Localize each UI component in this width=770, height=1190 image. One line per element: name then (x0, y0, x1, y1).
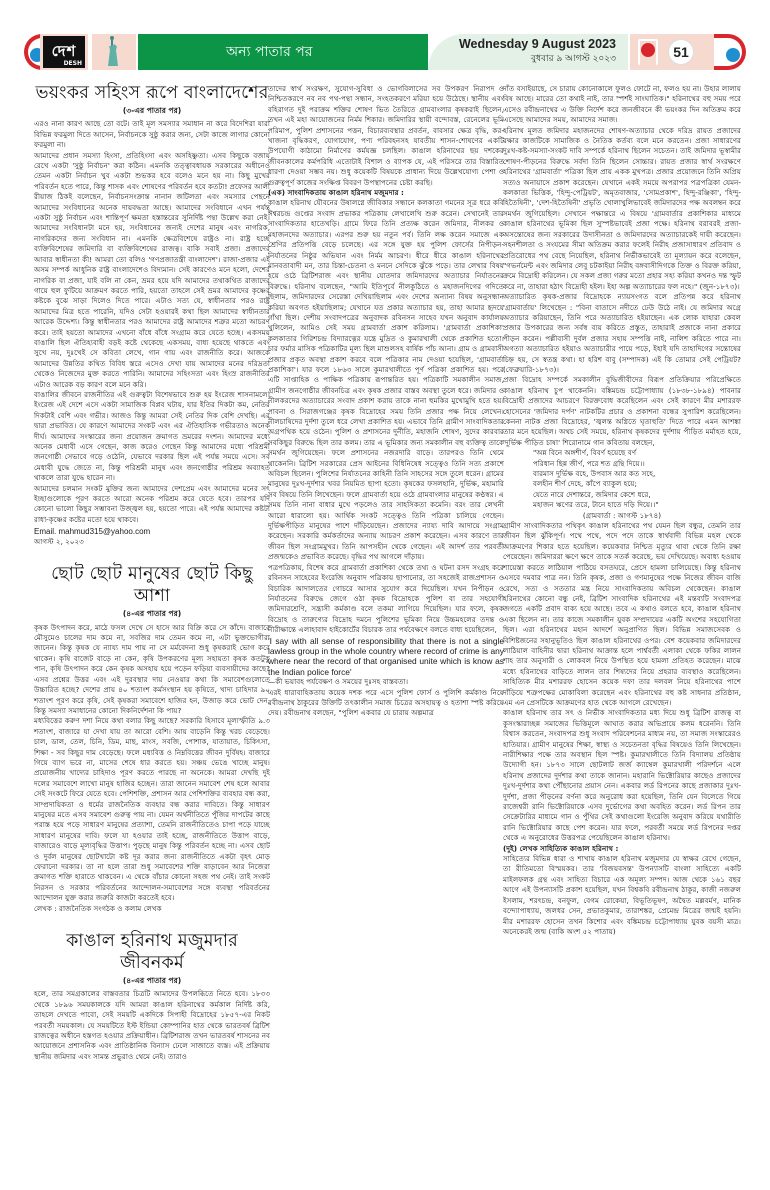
paragraph (503, 854, 741, 937)
date-bengali: বুধবার ৯ আগস্ট ২০২৩ (530, 54, 616, 64)
poem-line: "অন্ন বিনে অঙ্গশীর্ণ, বিবর্ণ হয়েছে বর্ণ (533, 448, 637, 458)
paragraph: দাঁত বসাইয়াছে, সে চারায় কোনোকালে ফুলও ফোটে না, ফলও হয় না। উহার লালায় বিষ আছে। মারের তো কথাই নাই, তার স্পর্শই সাংঘাতিক।" হরিনাথের বহু সময় পরে এসেও রবীন্দ্রনাথের এ উক্তি নির্দেশ করে জনজীবনে কী ভয়ংকর দিন অতিক্রম করে এসেছে আমাদের সময়, আমাদের সমাজ। (503, 84, 741, 125)
poem (503, 448, 741, 510)
paragraph: তাদের স্বার্থ সংরক্ষণ, সুযোগ-সুবিধা ও ভোগবিলাসের সব উপকরণ নিরাপদ ও নিশ্চিতকরণে নব নব পথ-পন্থা সন্ধান, সংহতকরণে মরিয়া হয়ে উঠেছে। স্থানীয় এবং বহিরাগত দুই পরাক্রম শক্তির শোষণ ভিত তৈরিতে গ্রামবাংলার কৃষকরাই ছিলেন, তখন এই মহা আয়োজনের নির্মম শিকার। জমিদারির স্থায়ী বন্দোবস্ত, রেনেলের ভূমি পরিমাপ, পুলিশ প্রশাসনের পত্তন, বিচারব্যবস্থার প্রবর্তন, বাবসার ক্ষেত্র বৃদ্ধি, কর-খাজনা বৃদ্ধিকরণ, যোগাযোগ, পণ্য পরিবহনসহ যাবতীয় শাসন-শোষণের একটি উপযোগী কাঠামো নির্মাণের কর্মযজ্ঞ চলছিল। কাঙাল হরিনাথের ছয় দশকের জীবনকালের কর্মপরিধি এতোটাই বিশাল ও ব্যাপক যে, এই পরিসরে তার বিস্তারিত ধারণা দেওয়া সম্ভব নয়। শুধু কয়েকটি বিষয়কে প্রাধান্য দিয়ে উল্লেখযোগ্য পেশা ও গুরুত্বপূর্ণ কাজের সংক্ষিপ্ত বিবরণ উপস্থাপনের চেষ্টা করছি। (268, 84, 504, 187)
flag-icon (638, 39, 658, 65)
poem-line: বলহীন শীর্ণ দেহে, কাঁপে ব্যাকুল হয়ে; (533, 479, 637, 489)
article-headline: ভয়ংকর সহিংস রূপে বাংলাদেশের (35, 83, 269, 103)
circle-decoration-icon (714, 34, 746, 70)
paragraph: প্রজা বিদ্রোহ সম্পর্কে সমকালীন বুদ্ধিজীবীদের বিরূপ প্রতিক্রিয়ার পরিপ্রেক্ষিতে কাঙাল হরিনাথ চুপ থাকেননি। বঙ্কিমচন্দ্র চট্টোপাধ্যায় (১৮৩৮-১৮৯৪) পাবনার বিদ্রোহী প্রজাদের আচরণে বিরক্তবোধ করেছিলেন এবং সেই কারণে মীর মশাররফ হোসেনের 'জমিদার দর্পণ' নাটকটির প্রচার ও প্রকাশনা বন্ধের সুপারিশ করেছিলেন। কেননা নাটক প্রজা বিদ্রোহের, 'জ্বলন্ত অগ্নিতে ঘৃতাহুতি' দিতে পারে এমন আশঙ্কা তার মনে হয়েছিল। অথচ সেই সময়ে, হরিনাথ কৃষকদের দুর্দশায় পীড়িত মর্মাহত হয়ে, 'দুর্ভিক্ষ পীড়িত চাষা' শিরোনামে গান কবিতায় বলছেন, (503, 375, 741, 447)
article-headline: কাঙাল হরিনাথ মজুমদার জীবনকর্ম (66, 931, 238, 974)
paragraph: গ্রামীণ সাংবাদিকতার পথিকৃৎ কাঙাল হরিনাথের পথ যেমন ছিল বন্ধুর, তেমনি তার জীবন ছিল ঝুঁকিপূর্ণ। পথে পথে, পদে পদে তাকে স্বার্থবাদী বিভিন্ন মহল থেকে আক্রমণের শিকার হতে হয়েছিল। কয়েকবার নিশ্চিত মৃত্যুর থাবা থেকে তিনি রক্ষা পেয়েছেন। জমিদাররা ক্ষণে ক্ষণে তাকে সতর্ক করেছে, ভয় দেখিয়েছে। অবাধ্য হওয়ায় শায়েস্তা করতে লাঠিয়াল পাঠিয়ে বসতঘরে, প্রেসে হামলা চালিয়েছে। কিন্তু হরিনাথ এসবে দমবার পাত্র নন। তিনি কৃষক, প্রজা ও গণমানুষের পক্ষে নিজের জীবন বাজি রেখে, সত্য ও সততার মন্ত্র নিয়ে সাংবাদিকতায় অবিচল থেকেছেন। কাঙাল হরিনাথের কোনো বন্ধু নেই, ব্রিটিশ সাংবাদিক হরিনাথের এই মন্তব্যটি সংবাদপত্র জগতে একটি প্রবাদ বাক্য হয়ে আছে। তবে এ কথাও বলতে হবে, কাঙাল হরিনাথ একা ছিলেন না। তার কাজে সমকালীন যুবক সম্প্রদায়ের একটি অংশের সহযোগিতা ছিল। এরা হরিনাথের মহান আদর্শে অনুপ্রাণিত ছিল। বিভিন্ন সমাজসেবক ও বিশিষ্টজনের সহানুভূতিও ছিল কাঙাল হরিনাথের ওপর। বেশ কয়েকবার জমিদারদের লাঠিয়াল বাহিনীর দ্বারা হরিনাথ আক্রান্ত হলে পার্শ্ববর্তী এলাকা থেকে ফকির লালন শাহ তার অনুসারী ও লোকবল নিয়ে উপস্থিত হয়ে হামলা প্রতিহত করেছেন। মাঝে মধ্যে হরিনাথের বাড়িতে লালন তার শিষ্যদের নিয়ে প্রহরার ব্যবস্থাও করেছিলেন। সাহিত্যিক মীর মশাররফ হোসেন কয়েক দফা তার দলবল নিয়ে হরিনাথের পাশে দাঁড়িয়ে শত্রুপক্ষের মোকাবিলা করেছেন এবং হরিনাথের বহু কষ্ট সাধনার প্রতিষ্ঠান, এম এন প্রেসটিকে আক্রমণের হাত থেকে আগলে রেখেছেন। (503, 521, 741, 707)
paragraph: পত্রপত্রিকায়, বিশেষ করে গ্রামবার্তা প্রকাশিকা থেকে তথ্য ও ঘটনা রসদ সংগ্রহ করে রবিনসন সাহেবের ইংরেজি অনুবাদ পত্রিকায় ছাপানোর, তা সহজেই রাজপ্রশাসন ও বিচারিক আদালতের গোচরে আসার সুযোগ করে দিয়েছিল। যখন নিপীড়ন ও নির্যাতনের বিরুদ্ধে জেগে ওঠা কৃষক বিদ্রোহকে পুলিশ বা তার সহযোগী জমিদারশ্রেণি, সন্ত্রাসী কর্মকাণ্ড বলে তকমা লাগিয়ে দিয়েছিল। যার ফলে, কৃষক বিদ্রোহ ও তারুণ্যের বিদ্রোহ দমনে পুলিশের ভূমিকা নিয়ে উচ্চমহলের তদন্ত ও নীরীক্ষান্তে এলাহাবাদ হাইকোর্টের বিচারক তার পর্যবেক্ষণে বলতে বাধ্য হয়েছিলেন, (268, 562, 504, 635)
statue-of-liberty-icon (92, 34, 136, 70)
paragraph: এরও নানা কারণ আছে তো বটে। তাই মূল সমস্যার সমাধান না করে বিদেশিরা যারা বিভিন্ন ফরমুলা দিতে আসেন, নির্বাচনকে সুষ্ঠু করার জন্য, সেটা কাজে লাগার কোনো ফরমুলা না। (34, 119, 270, 150)
paragraph: এরই ধারাবাহিকতায় কয়েক দশক পরে এসে পুলিশ ফোর্স ও পুলিশি কর্মকাণ্ড নিয়ে রবীন্দ্রনাথ ঠাকুরের উক্তিটি তৎকালীন সমাজ চিত্রের অসহায়ত্ব ও হতাশা স্পষ্ট করিয়ে দেয়। রবীন্দ্রনাথ বলছেন, "পুলিশ একবার যে চারায় অল্পমাত্র (268, 687, 504, 718)
paragraph: হলে, তার সমগ্রকালের বাস্তবতার চিত্রটি আমাদের উপলব্ধিতে নিতে হবে। ১৮৩৩ থেকে ১৮৯৬ সময়কালকে যদি আমরা কাঙাল হরিনাথের কর্মকাল নির্দিষ্ট করি, তাহলে দেখতে পাবো, সেই সময়টি একদিকে সিপাহী বিদ্রোহের ১৮৫৭-এর নিকট পরবর্তী সময়কাল। যে সময়টিতে ইস্ট ইন্ডিয়া কোম্পানির হাত থেকে ভারতবর্ষ ব্রিটিশ রাজত্বের অধীনে হস্তগত হওয়ার প্রক্রিয়াধীন। ব্রিটিশরাজ তখন ভারতবর্ষ শাসনের নব আয়োজনে প্রশাসনিক এবং প্রাতিষ্ঠানিক বিন্যাস ঢেলে সাজাতে ব্যস্ত। এই প্রক্রিয়ায় স্থানীয় জমিদার এবং সামন্ত প্রভুরাও থেমে নেই। তারাও (34, 989, 270, 1061)
poem-source: (গ্রামবার্তা : আগস্ট ১৮৭৪) (582, 510, 662, 520)
paragraph: কাঙাল হরিনাথ তার সৎ ও নির্ভীক সাংবাদিকতার মধ্য দিয়ে শুধু ব্রিটিশ রাজত্ব বা কুসংস্কারাচ্ছন্ন সমাজের ভিত্তিমূলে আঘাত করার অভিপ্রায়ে কলম ধরেননি। তিনি বিশ্বাস করতেন, সংবাদপত্র শুধু সংবাদ পরিবেশনের মাধ্যম নয়, তা সমাজ সংস্কারেরও হাতিয়ার। গ্রামীণ মানুষের শিক্ষা, স্বাস্থ্য ও সচেতনতা বৃদ্ধির বিষয়েও তিনি লিখেছেন। নারীশিক্ষার পক্ষে তার অবস্থান ছিল স্পষ্ট। কুমারখালীতে তিনি বিদ্যালয় প্রতিষ্ঠায় উদ্যোগী হন। ১৮৭৩ সালে ছোটলাট জর্জ ক্যাম্বেল কুমারখালী পরিদর্শনে এলে হরিনাথ প্রজাদের দুর্দশার কথা তাকে জানান। মহারানি ভিক্টোরিয়ার কাছেও প্রজাদের দুঃখ-দুর্দশার কথা পৌঁছানোর প্রয়াস নেন। একবার লর্ড রিপনের কাছে প্রজাকার দুঃখ-দুর্দশা, প্রজা পীড়নের বর্ণনা করে অনুরোধ করা হয়েছিল, তিনি যেন বিলেতে গিয়ে রাজেশ্বরী রানি ভিক্টোরিয়াকে এসব দুর্ভোগের কথা অবহিত করেন। লর্ড রিপন তার সেক্রেটারির মাধ্যমে গান ও পুঁথির সেই কথাগুলো ইংরেজি অনুবাদ করিয়ে যথারীতি রানি ভিক্টোরিয়ার কাছে পেশ করেন। যার ফলে, পরবর্তী সময়ে লর্ড রিপনের দপ্তর থেকে এ অনুরোধের উত্তরপত্র পেয়েছিলেন কাঙাল হরিনাথ। (503, 708, 741, 843)
column-1 (34, 80, 270, 1062)
masthead (24, 34, 746, 70)
english-quote: 'I say with all sense of responsibility that there is not a single lawless group in the whole country where record of crime is any where near the record of that organised unite which is know as the Indian police force' (268, 635, 504, 677)
column-2 (268, 84, 504, 1184)
poem-line: মহাজন ঋণের তরে, টানে হাতে দড়ি দিয়ে।।" (533, 500, 659, 510)
paragraph: —কী ভয়াবহ পর্যবেক্ষণ ও সময়ের দুঃসহ বাস্তবতা। (268, 677, 409, 687)
poem-line: পরিধান ছিন্ন জীর্ণ, পরে শত গ্রন্থি দিয়ে।। (533, 458, 645, 468)
paragraph: কৃষক উৎপাদন করে, মাঠে ফসল দেখে সে হাসে আর বিক্রি করে সে কাঁদে। বাজারে মৌসুমেও চালের দাম কমে না, সবজির দাম তেমন কমে না, এটা ভুক্তভোগীরা জানেন। কিন্তু কৃষক যে ন্যায্য দাম পায় না সে মর্মবেদনা শুধু কৃষকরাই ভোগ করে থাকেন। কৃষি বাজেট বাড়ে না কেন, কৃষি উপকরণের মূল্য সহায়তা কৃষক কতটুকু পান, কৃষি উৎপাদন করে কেন কৃষক অসহায় হয়ে পড়েন ফড়িয়া ব্যবসায়ীদের কাছে? এসব প্রশ্নের উত্তর এবং এই দুরবস্থার দায় নেওয়ার কথা কি সমাবেশগুলোতে উচ্চারিত হচ্ছে? দেশের প্রায় ৪০ শতাংশ কর্মসংস্থান হয় কৃষিতে, খাদ্য চাহিদার ৯০ শতাংশ পূরণ করে কৃষি, সেই কৃষকরা সমাবেশে হাজির হন, উজাড় করে ভোট দেন, কিন্তু সমস্যা সমাধানের কোনো দিকনির্দেশনা কি পায়? (34, 622, 270, 715)
paragraph: অত্যাচারিত কৃষক-প্রজার বিদ্রোহকে ন্যায়সংগত বলে প্রতিপন্ন করে হরিনাথ 'গ্রামবার্তায়' লিখেছেন : "বিনা বাতাসে নদীতে ঢেউ উঠে নাই। যে জমিদার অগ্রে অত্যাচার করিয়াছেন, তিনি পরে অত্যাচারিত হইয়াছেন। এক লোক যাহারা কেবল প্রজার উপকারের জন্য সর্বস্ব ব্যয় করিতে প্রস্তুত, তাহারাই প্রজাকে নানা প্রকারে পীড়ন করেন। পল্লীবাসী দুর্বল প্রজার সহায় সম্পত্তি নাই, নালিশ করিতে পারে না। অগত্যা অত্যাচারিত হইয়াও অত্যাচারীর পায়ে পড়ে, ইহাই যদি তাহাদিগের সন্তোষের চিহ্ন হয়, সে স্বতন্ত্র কথা। হা হরিশ বাবু (সম্পাদক) এই কি তোমার সেই পেট্রিয়ট? (ফেব্রুয়ারি-১৮৭৩)। (503, 292, 741, 374)
paragraph: বাঙালির জীবনে রাজনীতির এই গুরুত্বটা বিশেষভাবে শুরু হয় ইংরেজ শাসনামলে। ইংরেজ এই দেশে এসে একটা সামাজিক বিপ্লব ঘটায়, যার ইতির দিকটা কম, নেতির দিকটাই বেশি এবং গভীর। আজও কিন্তু আমরা সেই নেতির দিক বেশি দেখছি। এর দ্বারা প্রভাবিত। যে কারণে আমাদের সংকট এবং এর ঐতিহাসিক গভীরতাও অনেক দীর্ঘ। আমাদের সংস্কারের জন্য প্রয়োজন ক্রমাগত ভ্রমরের দংশন। আমাদের মধ্যে অনেক মেধাবী এসে গেছেন, কাজ করেও গেছেন কিন্তু আমাদের মধ্যে পরিশ্রমী জনগোষ্ঠী সেভাবে গড়ে ওঠেনি, যেভাবে দরকার ছিল এই পর্যন্ত সময়ে এসে। সব মেধাবী যুদ্ধে জেতে না, কিন্তু পরিশ্রমী মানুষ এবং জনগোষ্ঠীর পরিশ্রম অব্যাহত থাকলে তারা যুদ্ধে হারেন না। (34, 389, 270, 483)
page-number: 51 (668, 39, 694, 65)
poem-line: বারমাস দুর্ভিক্ষ বহে, উপবাস আর কত সহে, (533, 469, 656, 479)
paragraph: হরিনাথ মূলত জমিদার মহাজনদের শোষণ-অত্যাচার থেকে দরিদ্র রায়ত প্রজাদের রক্ষার কাজটিকে সামাজিক ও নৈতিক কর্তব্য বলে মনে করতেন। প্রজা সাধারণের দুঃখ-কষ্ট-সমস্যা-সংকট দাবি সম্পর্কে হরিনাথ ছিলেন সচেতন। তাই জমিদার ভূস্বামীর শোষণ-পীড়নের বিরুদ্ধে সর্বদা তিনি ছিলেন সোচ্চার। রায়ত প্রজার স্বার্থ সংরক্ষণে হরিনাথের 'গ্রামবার্তা' পত্রিকা ছিল প্রায় একক মুখপত্র। প্রজার প্রয়োজনে তিনি অপ্রিয় সত্যও অনায়াসে প্রকাশ করেছেন। যেখানে একই সময়ে অপরাপর পত্রপত্রিকা যেমন-কলকাতা ভিত্তিক, 'হিন্দু-পেট্রিয়ট', অমৃতবাজার, 'সোমপ্রকাশ', হিন্দু-রঞ্জিকা', 'হিন্দু-হিতৈষিনী', 'দেশ-হিতৈষিনী' প্রভৃতি খোলাখুলিভাবেই জমিদারদের পক্ষ অবলম্বন করে সমর্থন জুগিয়েছিল। সেখানে পক্ষান্তরে এ বিষয়ে 'গ্রামবার্তার প্রকাশিকার মাধ্যমে কাঙাল হরিনাথের ভূমিকা ছিল সুস্পষ্টভাবেই প্রজা পক্ষে। হরিনাথ বরাবরই প্রজা-অসন্তোষের জন্য সরকারের উদাসীনতা ও জমিদারদের অত্যাচারকেই দায়ী করেছেন। সহনশীলতা ও সংযমের সীমা অতিক্রম করার ফলেই নিরীহ প্রজাসাধারণ প্রতিবাদ ও প্রতিরোধের পথ বেছে নিয়েছিল, হরিনাথ নির্ভীকভাবেই তা মূল্যায়ন করে বলেছেন, "গভর্নমেন্ট এবং জমিদার লেবু চটকাইয়া নিরীহ বঙ্গবাসীদিগকে তিক্ত ও বিরক্ত করিয়া, ক্রমে বিদ্রোহী করিলেন। যে সকল প্রজা গরুর মতো প্রহার সহ্য করিয়া কখনও দন্ত স্ফুট করে না, তাহারা হঠাৎ বিদ্রোহী হইল। ইহা অল্প অত্যাচারের ফল নহে।" (জুন-১৮৭৩)। (503, 125, 741, 291)
continues-note: (বাকি অংশ ৫২ পাতায়) (548, 926, 616, 936)
paragraph: মধ্যবিত্তের করুণ দশা নিয়ে কথা বলার কিছু আছে? সরকারি হিসাবে মূল্যস্ফীতি ৯.৩ শতাংশ, বাজারে যা দেখা যায় তা আরো বেশি। আয় বাড়েনি কিন্তু খরচ বেড়েছে। চাল, ডাল, তেল, চিনি, ডিম, মাছ, মাংস, সবজি, পোশাক, যাতায়াত, চিকিৎসা, শিক্ষা - সব কিছুর দাম বেড়েছে। ফলে মধ্যবিত্ত ও নিম্নবিত্তের জীবন দুর্বিষহ। বাজারে গিয়ে ব্যাগ ভরে না, মাসের শেষে ধার করতে হয়। সঞ্চয় ভেঙে খাচ্ছে মানুষ। প্রয়োজনীয় খাদ্যের চাহিদাও পূরণ করতে পারছে না অনেকে। আমরা দেখছি দুই দলের সমাবেশে লাখো মানুষ হাজির হচ্ছেন। তারা জানেন সমাবেশ শেষ হলে আবার সেই সংকটে ফিরে যেতে হবে। পেশিশক্তি, প্রশাসন আর পেশিশক্তির ব্যবহার বন্ধ করা, সাম্প্রদায়িকতা ও ধর্মের রাজনৈতিক ব্যবহার বন্ধ করার দাবিতে। কিন্তু সাধারণ মানুষের মতে এসব সমাবেশ গুরুত্ব পায় না। যেমন অর্থনীতিতে পুঁজির দাপটের কাছে পরাস্ত হয়ে পড়ে সাধারণ মানুষের প্রত্যাশা, তেমনি রাজনীতিতেও চাপা পড়ে যাচ্ছে সাধারণ মানুষের দাবি। ফলে যা হওয়ার তাই হচ্ছে, রাজনীতিতে উত্তাপ বাড়ে, বাজারেও বাড়ে মূল্যবৃদ্ধির উত্তাপ। পুড়ছে মানুষ কিন্তু পরিবর্তন হচ্ছে না। এসব ছোট ও দুর্বল মানুষের ছোটখাটো কষ্ট দূর করার জন্য রাজনীতিতে একটা বৃহৎ মোড় ফেরানো দরকার। তা না হলে তারা শুধু সমাবেশের শক্তি বাড়াবেন আর নিজেরা ক্রমাগত শক্তি হারাতে থাকবেন। এ থেকে বাঁচার কোনো সহজ পথ নেই। তাই সংকট নিরসন ও সরকার পরিবর্তনের আন্দোলন-সমাবেশের সঙ্গে ব্যবস্থা পরিবর্তনের আন্দোলন যুক্ত করার জরুরি কাজটা করতেই হবে। (34, 716, 270, 903)
section-label: অন্য পাতার পর (226, 44, 313, 60)
article-headline: ছোট ছোট মানুষের ছোট কিছু আশা (51, 564, 253, 607)
paragraph: আমাদের প্রধান সমস্যা হিংসা, প্রতিহিংসা এবং অসহিষ্ণুতা। এসব কিছুকে বজায় রেখে একটা 'সুষ্ঠু নির্বাচন' করা কঠিন। এমনকি তত্ত্বাবধায়ক সরকারের অধীনেও তেমন একটা নির্বাচন খুব একটা শুভকর হবে বলেও মনে হয় না। কিছু মুখের পরিবর্তন হতে পারে, কিন্তু শাসক এবং শোষণের পরিবর্তন হবে কতটা! প্রফেসর আলী রীয়াজ ঠিকই বলেছেন, নির্বাচনসংক্রান্ত নানান জটিলতা এবং সমস্যার পেছনে আমাদের সংবিধানের অনেক দায়বদ্ধতা আছে। আমাদের সংবিধানে এখন পর্যন্ত একটা সুষ্ঠু নির্বাচন এবং শান্তিপূর্ণ ক্ষমতা হস্তান্তরের সুনির্দিষ্ট পন্থা উল্লেখ করা নেই। আমাদের সংবিধানটা মনে হয়, সংবিধানের জন্যই দেশের মানুষ এবং নাগরিক, নাগরিকদের জন্য সংবিধান না। এমনকি ক্ষেত্রবিশেষে রাষ্ট্রও না। রাষ্ট্র হচ্ছে ব্যক্তিবিশেষের জমিদারি বা ব্যক্তিবিশেষের রাজত্ব। বাকি সবাই প্রজা। প্রজাদের আবার স্বাধীনতা কী! আমরা তো বলিও 'গণপ্রজাতন্ত্রী বাংলাদেশ'। রাজা-প্রজার এই অসম সম্পর্ক আধুনিক রাষ্ট্র বাংলাদেশেও বিদ্যমান। সেই কারণেও মনে হলো, দেশের নাগরিক বা প্রজা, যাই বলি না কেন, ভ্রমর হয়ে যদি আমাদের তথাকথিত রাজাদের গায়ে হুল ফুটিয়ে আক্রমণ করতে পারি, হয়তো তাহলে সেই ভ্রমর আমাদের কৃষ্ণের কষ্টকে বুঝে সাড়া দিলেও দিতে পারে। এটাও সত্য যে, স্বাধীনতার পরও রাষ্ট্র আমাদের মিত্র হতে পারেনি, যদিও সেটা হওয়ারই কথা ছিল আমাদের স্বাধীনতার আরেক উদ্দেশ্য। কিন্তু স্বাধীনতার পরও আমাদের রাষ্ট্র আমাদের শত্রুর মতো আচরণ করে। তাই হয়তো আমাদের এখনো বাঁধে বাঁধে সংগ্রাম করে যেতে হচ্ছে। একসময় বাঙালি ছিল ঐতিহ্যবাহী বড়ই কষ্টে থেকেছে একসময়, বাধ্য হয়েছে থাকতে এবং সুখে নয়, দুঃখেই সে কবিতা লেখে, গান গায় এবং রাজনীতি করে। আজকে আমাদের উন্নতির কথিত বিবিধ স্তরে এসেও দেখা যায় আমাদের মনের দরিদ্রতা থেকেও নিজেদের মুক্ত করতে পারিনি। আমাদের সহিংসতা এবং হিংস্র রাজনীতির এটাও আরেক বড় কারণ বলে মনে করি। (34, 150, 270, 389)
logo-subtext: DESH (63, 60, 82, 67)
date-english: Wednesday 9 August 2023 (458, 37, 616, 51)
column-3 (503, 84, 741, 1184)
date-block (428, 34, 628, 70)
paragraph: আমাদের চলমান সংকট মুক্তির জন্য আমাদের দেশপ্রেম এবং আমাদের মনের সৎ ইচ্ছাগুলোকে পূরণ করতে আরো অনেক পরিশ্রম করে যেতে হবে। তারপর যদি কোনো ভালো কিছুর সম্ভাবনা উজ্জ্বল হয়, হয়তো পারে। এই পর্যন্ত আমাদের কষ্টটা রাধা-কৃষ্ণের কষ্টের মতো হয়ে থাকবে। (34, 483, 270, 524)
author-email: Email. mahmud315@yahoo.com (34, 527, 151, 537)
subheading: (দুই) লেখক সাহিত্যিক কাঙাল হরিনাথ : (503, 843, 619, 853)
poem-line: যেতে নারে দেশান্তরে, জমিদার কেশে ধরে, (533, 489, 651, 499)
subheading: (এক) সাংবাদিকতায় কাঙাল হরিনাথ মজুমদার : (268, 188, 404, 198)
section-banner (138, 34, 428, 70)
desh-logo (40, 34, 88, 70)
continued-note: (৪-এর পাতার পর) (122, 976, 182, 986)
continued-note: (৪-এর পাতার পর) (122, 609, 182, 619)
byline: লেখক : রাজনৈতিক সংগঠক ও কলাম লেখক (34, 903, 162, 913)
continued-note: (৩-এর পাতার পর) (122, 106, 182, 115)
logo-text: দেশ (51, 42, 77, 60)
dateline: আগস্ট ২, ২০২৩ (34, 537, 84, 547)
paragraph-text: সাহিত্যের বিভিন্ন ধারা ও শাখায় কাঙাল হরিনাথ মজুমদার যে স্বাক্ষর রেখে গেছেন, তা রীতিমতো বিস্ময়কর। তার 'বিজয়বসন্ত' উপন্যাসটি বাংলা সাহিত্যে একটি মাইলফলক গ্রন্থ এবং সাহিত্য বিচারে এক অমূল্য সম্পদ। আজ থেকে ১৬১ বছর আগে এই উপন্যাসটি প্রকাশ হয়েছিল, যখন বিশ্বকবি রবীন্দ্রনাথ ঠাকুর, কাজী নজরুল ইসলাম, শরৎচন্দ্র, বনফুল, বেগম রোকেয়া, বিভূতিভূষণ, অদ্বৈত মল্লবর্মণ, মানিক বন্দ্যোপাধ্যায়, জলধর সেন, প্রভাতকুমার, তারাশঙ্কর, প্রেমেন্দ্র মিত্রের জন্মই হয়নি। মীর মশাররফ হোসেন তখন কিশোর এবং বঙ্কিমচন্দ্র চট্টোপাধ্যায় যুবক বয়সী মাত্র। অনেকেরই জন্ম (503, 854, 741, 936)
paragraph: কাঙাল হরিনাথ যৌবনের উষালগ্নে জীবিকার সন্ধানে কলকাতা গমনের সূত্র ধরে কবি ঈশ্বরচন্দ্র গুপ্তের সংবাদ প্রভাকর পত্রিকায় লেখালেখি শুরু করেন। সেখানেই তার সাংবাদিকতার হাতেখড়ি। গ্রামে ফিরে তিনি প্রত্যক্ষ করেন জমিদার, নীলকর ও মহাজনদের অত্যাচার। এরপর শুরু হয় নতুন পর্ব। তিনি লক্ষ করেন সমাজে এক শ্রেণির প্রতিপত্তি বেড়ে চলেছে। এর সঙ্গে যুক্ত হয় পুলিশ ফোর্সের নিপীড়ন-নির্যাতনের নিষ্ঠুর অভিযান এবং নির্মম আচরণ। ধীরে ধীরে কাঙাল হরিনাথের মানবতাবাদী মন, তার চিন্তা-চেতনা ও মননে সেদিকে ঝুঁকে পড়ে। তার লেখার বিষয় হয়ে ওঠে ব্রিটিশরাজ এবং স্থানীয় যোতদার জমিদারদের অত্যাচার নির্যাতনের বিরুদ্ধে। হরিনাথ বলেছেন, "আমি ইতিপূর্বে নীলকুঠিতে ও মহাজনদিগের গদিতে ছিলাম, জমিদারদের সেরেস্তা দেখিয়াছিলাম এবং দেশের অন্যান্য বিষয় অনুসন্ধান করিয়া অবগত হইয়াছিলাম; যেখানে যত প্রকার অত্যাচার হয়, তাহা আমার হৃদয়ে গাঁথা ছিল। দেশীয় সংবাদপত্রের অনুবাদক রবিনসন সাহেব যখন অনুবাদ কার্যালয় খুলিলেন, আমিও সেই সময় গ্রামবার্তা প্রকাশ করিলাম। 'গ্রামবার্তা প্রকাশিকা' কলকাতার গিরিশচন্দ্র বিদ্যারত্নের যন্ত্রে মুদ্রিত ও কুমারখালী থেকে প্রকাশিত হতো। চার ফর্মার মাসিক পত্রিকাটির মূল্য ছিল মাশুলসহ বার্ষিক পাঁচ আনা। গ্রাম ও গ্রামবাসী প্রজার প্রকৃত অবস্থা প্রকাশ করবে বলে পত্রিকার নাম দেওয়া হয়েছিল, 'গ্রামবার্তা প্রকাশিকা'। যার ফলে ১৮৬৩ সালে কুমারখালীতে পূর্ণ পত্রিকা প্রকাশিত হয়। পরে এটি সাপ্তাহিক ও পাক্ষিক পত্রিকায় রূপান্তরিত হয়। পত্রিকাটি সমকালীন সমাজ, গ্রামীণ জনগোষ্ঠীর জীবনচিত্র এবং কৃষক প্রজার বাস্তব অবস্থা তুলে ধরে। জমিদার ও নীলকরদের অত্যাচারের সংবাদ প্রকাশ করায় তাকে নানা হুমকির মুখোমুখি হতে হয়। পাবনা ও সিরাজগঞ্জের কৃষক বিদ্রোহের সময় তিনি প্রজার পক্ষ নিয়ে লেখেন। নীলচাষিদের দুর্দশা তুলে ধরে লেখা প্রকাশিত হয়। এভাবে তিনি গ্রামীণ সাংবাদিকতার অগ্রপথিক হয়ে ওঠেন। পুলিশ ও প্রশাসনের দুর্নীতি, মহাজনি শোষণ, সুদের কারবার সবকিছুর বিরুদ্ধে ছিল তার কলম। তার এ ভূমিকার জন্য সমকালীন বহু ব্যক্তিত্ব তাকে সমর্থন জুগিয়েছেন। ফলে প্রশাসনের নজরদারি বাড়ে। তারপরও তিনি থেমে থাকেননি। ব্রিটিশ সরকারের প্রেস আইনের বিধিনিষেধ সত্ত্বেও তিনি সত্য প্রকাশে অবিচল ছিলেন। পুলিশের নির্যাতনের কাহিনী তিনি সাহসের সঙ্গে তুলে ধরেন। গ্রামের মানুষের দুঃখ-দুর্দশার খবর নিয়মিত ছাপা হতো। কৃষকের ফসলহানি, দুর্ভিক্ষ, মহামারি সব বিষয়ে তিনি লিখেছেন। ফলে গ্রামবার্তা হয়ে ওঠে গ্রামবাংলার মানুষের কণ্ঠস্বর। এ সময় তিনি নানা বাধার মুখে পড়লেও তার সাহসিকতা কমেনি। বরং তার লেখনী আরো ধারালো হয়। আর্থিক সংকট সত্ত্বেও তিনি পত্রিকা চালিয়ে গেছেন। দুর্ভিক্ষপীড়িত মানুষের পাশে দাঁড়িয়েছেন। প্রজাদের ন্যায্য দাবি আদায়ে সংগ্রাম করেছেন। সরকারি কর্মকর্তাদের অন্যায় আচরণ প্রকাশ করেছেন। এসব কারণে তার জীবন ছিল সংগ্রামমুখর। তিনি আপসহীন থেকে গেছেন। এই আদর্শ তার পরবর্তী প্রজন্মকেও প্রভাবিত করেছে। বৃদ্ধির পথ আগলে দাঁড়ায়। (268, 198, 504, 562)
page-number-box (630, 34, 714, 70)
